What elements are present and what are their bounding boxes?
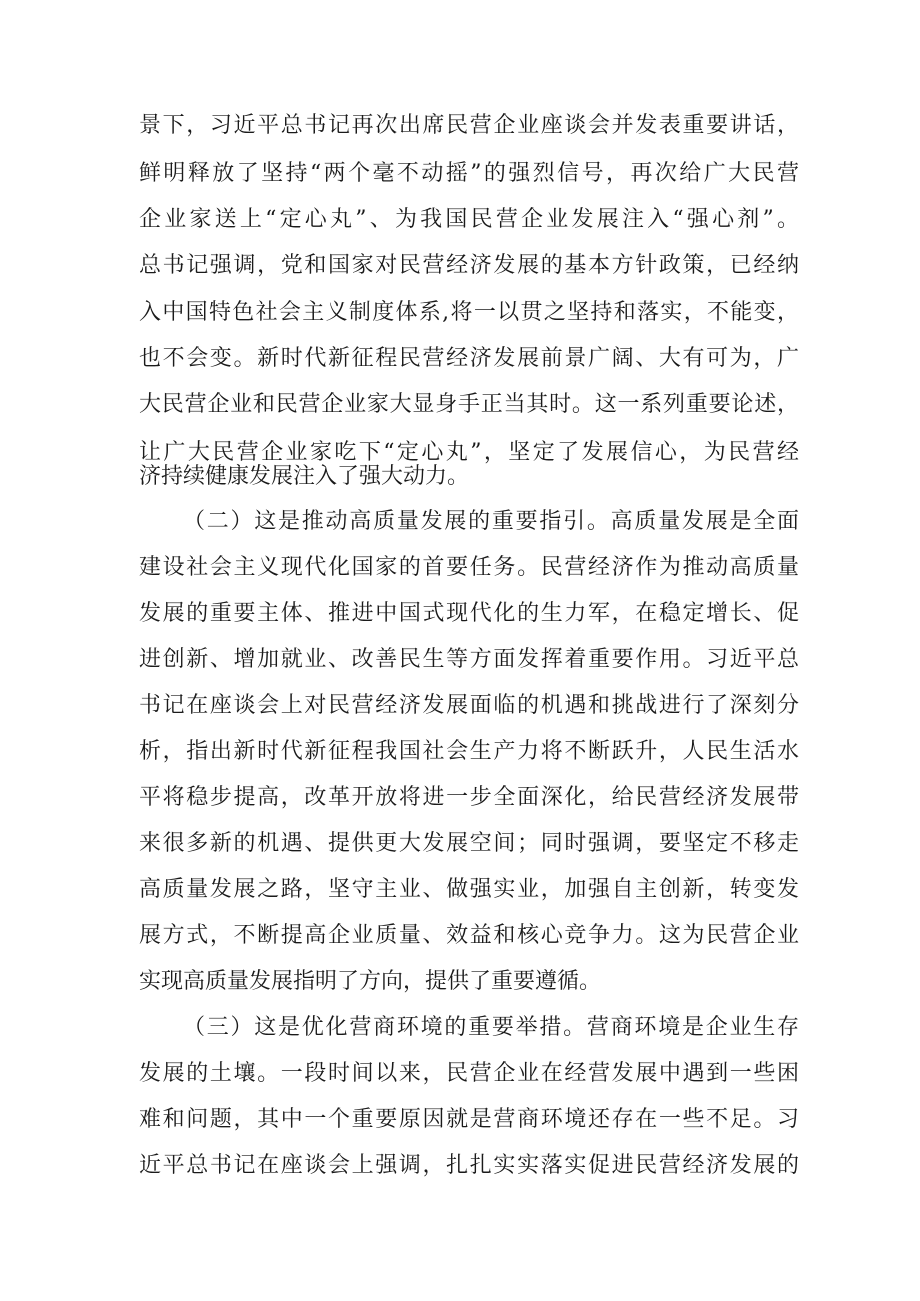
text-line: 难和问题，其中一个重要原因就是营商环境还存在一些不足。习 bbox=[139, 1107, 799, 1132]
text-line: 书记在座谈会上对民营经济发展面临的机遇和挑战进行了深刻分 bbox=[139, 693, 799, 718]
text-line: 企业家送上“定心丸”、为我国民营企业发展注入“强心剂”。 bbox=[139, 207, 799, 232]
text-line: 让广大民营企业家吃下“定心丸”，坚定了发展信心，为民营经 bbox=[139, 440, 799, 465]
text-line: 鲜明释放了坚持“两个毫不动摇”的强烈信号，再次给广大民营 bbox=[139, 161, 799, 186]
text-line: 来很多新的机遇、提供更大发展空间；同时强调，要坚定不移走 bbox=[139, 831, 799, 856]
text-line: 展方式，不断提高企业质量、效益和核心竞争力。这为民营企业 bbox=[139, 923, 799, 948]
text-line: 总书记强调，党和国家对民营经济发展的基本方针政策，已经纳 bbox=[139, 253, 799, 278]
text-line: 建设社会主义现代化国家的首要任务。民营经济作为推动高质量 bbox=[139, 555, 799, 580]
text-line: 景下，习近平总书记再次出席民营企业座谈会并发表重要讲话， bbox=[139, 113, 799, 138]
section-heading-3: （三）这是优化营商环境的重要举措。营商环境是企业生存 bbox=[183, 1015, 799, 1040]
section-heading-2: （二）这是推动高质量发展的重要指引。高质量发展是全面 bbox=[183, 509, 799, 534]
text-line: 发展的重要主体、推进中国式现代化的生力军，在稳定增长、促 bbox=[139, 601, 799, 626]
text-line: 平将稳步提高，改革开放将进一步全面深化，给民营经济发展带 bbox=[139, 785, 799, 810]
text-line: 大民营企业和民营企业家大显身手正当其时。这一系列重要论述， bbox=[139, 392, 799, 417]
text-line: 析，指出新时代新征程我国社会生产力将不断跃升，人民生活水 bbox=[139, 739, 799, 764]
text-line: 近平总书记在座谈会上强调，扎扎实实落实促进民营经济发展的 bbox=[139, 1153, 799, 1178]
text-line: 入中国特色社会主义制度体系,将一以贯之坚持和落实，不能变， bbox=[139, 300, 799, 325]
text-line: 进创新、增加就业、改善民生等方面发挥着重要作用。习近平总 bbox=[139, 647, 799, 672]
text-line: 发展的土壤。一段时间以来，民营企业在经营发展中遇到一些困 bbox=[139, 1061, 799, 1086]
text-line: 济持续健康发展注入了强大动力。 bbox=[139, 464, 470, 489]
text-line: 实现高质量发展指明了方向，提供了重要遵循。 bbox=[139, 969, 602, 994]
text-line: 高质量发展之路，坚守主业、做强实业，加强自主创新，转变发 bbox=[139, 877, 799, 902]
text-line: 也不会变。新时代新征程民营经济发展前景广阔、大有可为，广 bbox=[139, 346, 799, 371]
